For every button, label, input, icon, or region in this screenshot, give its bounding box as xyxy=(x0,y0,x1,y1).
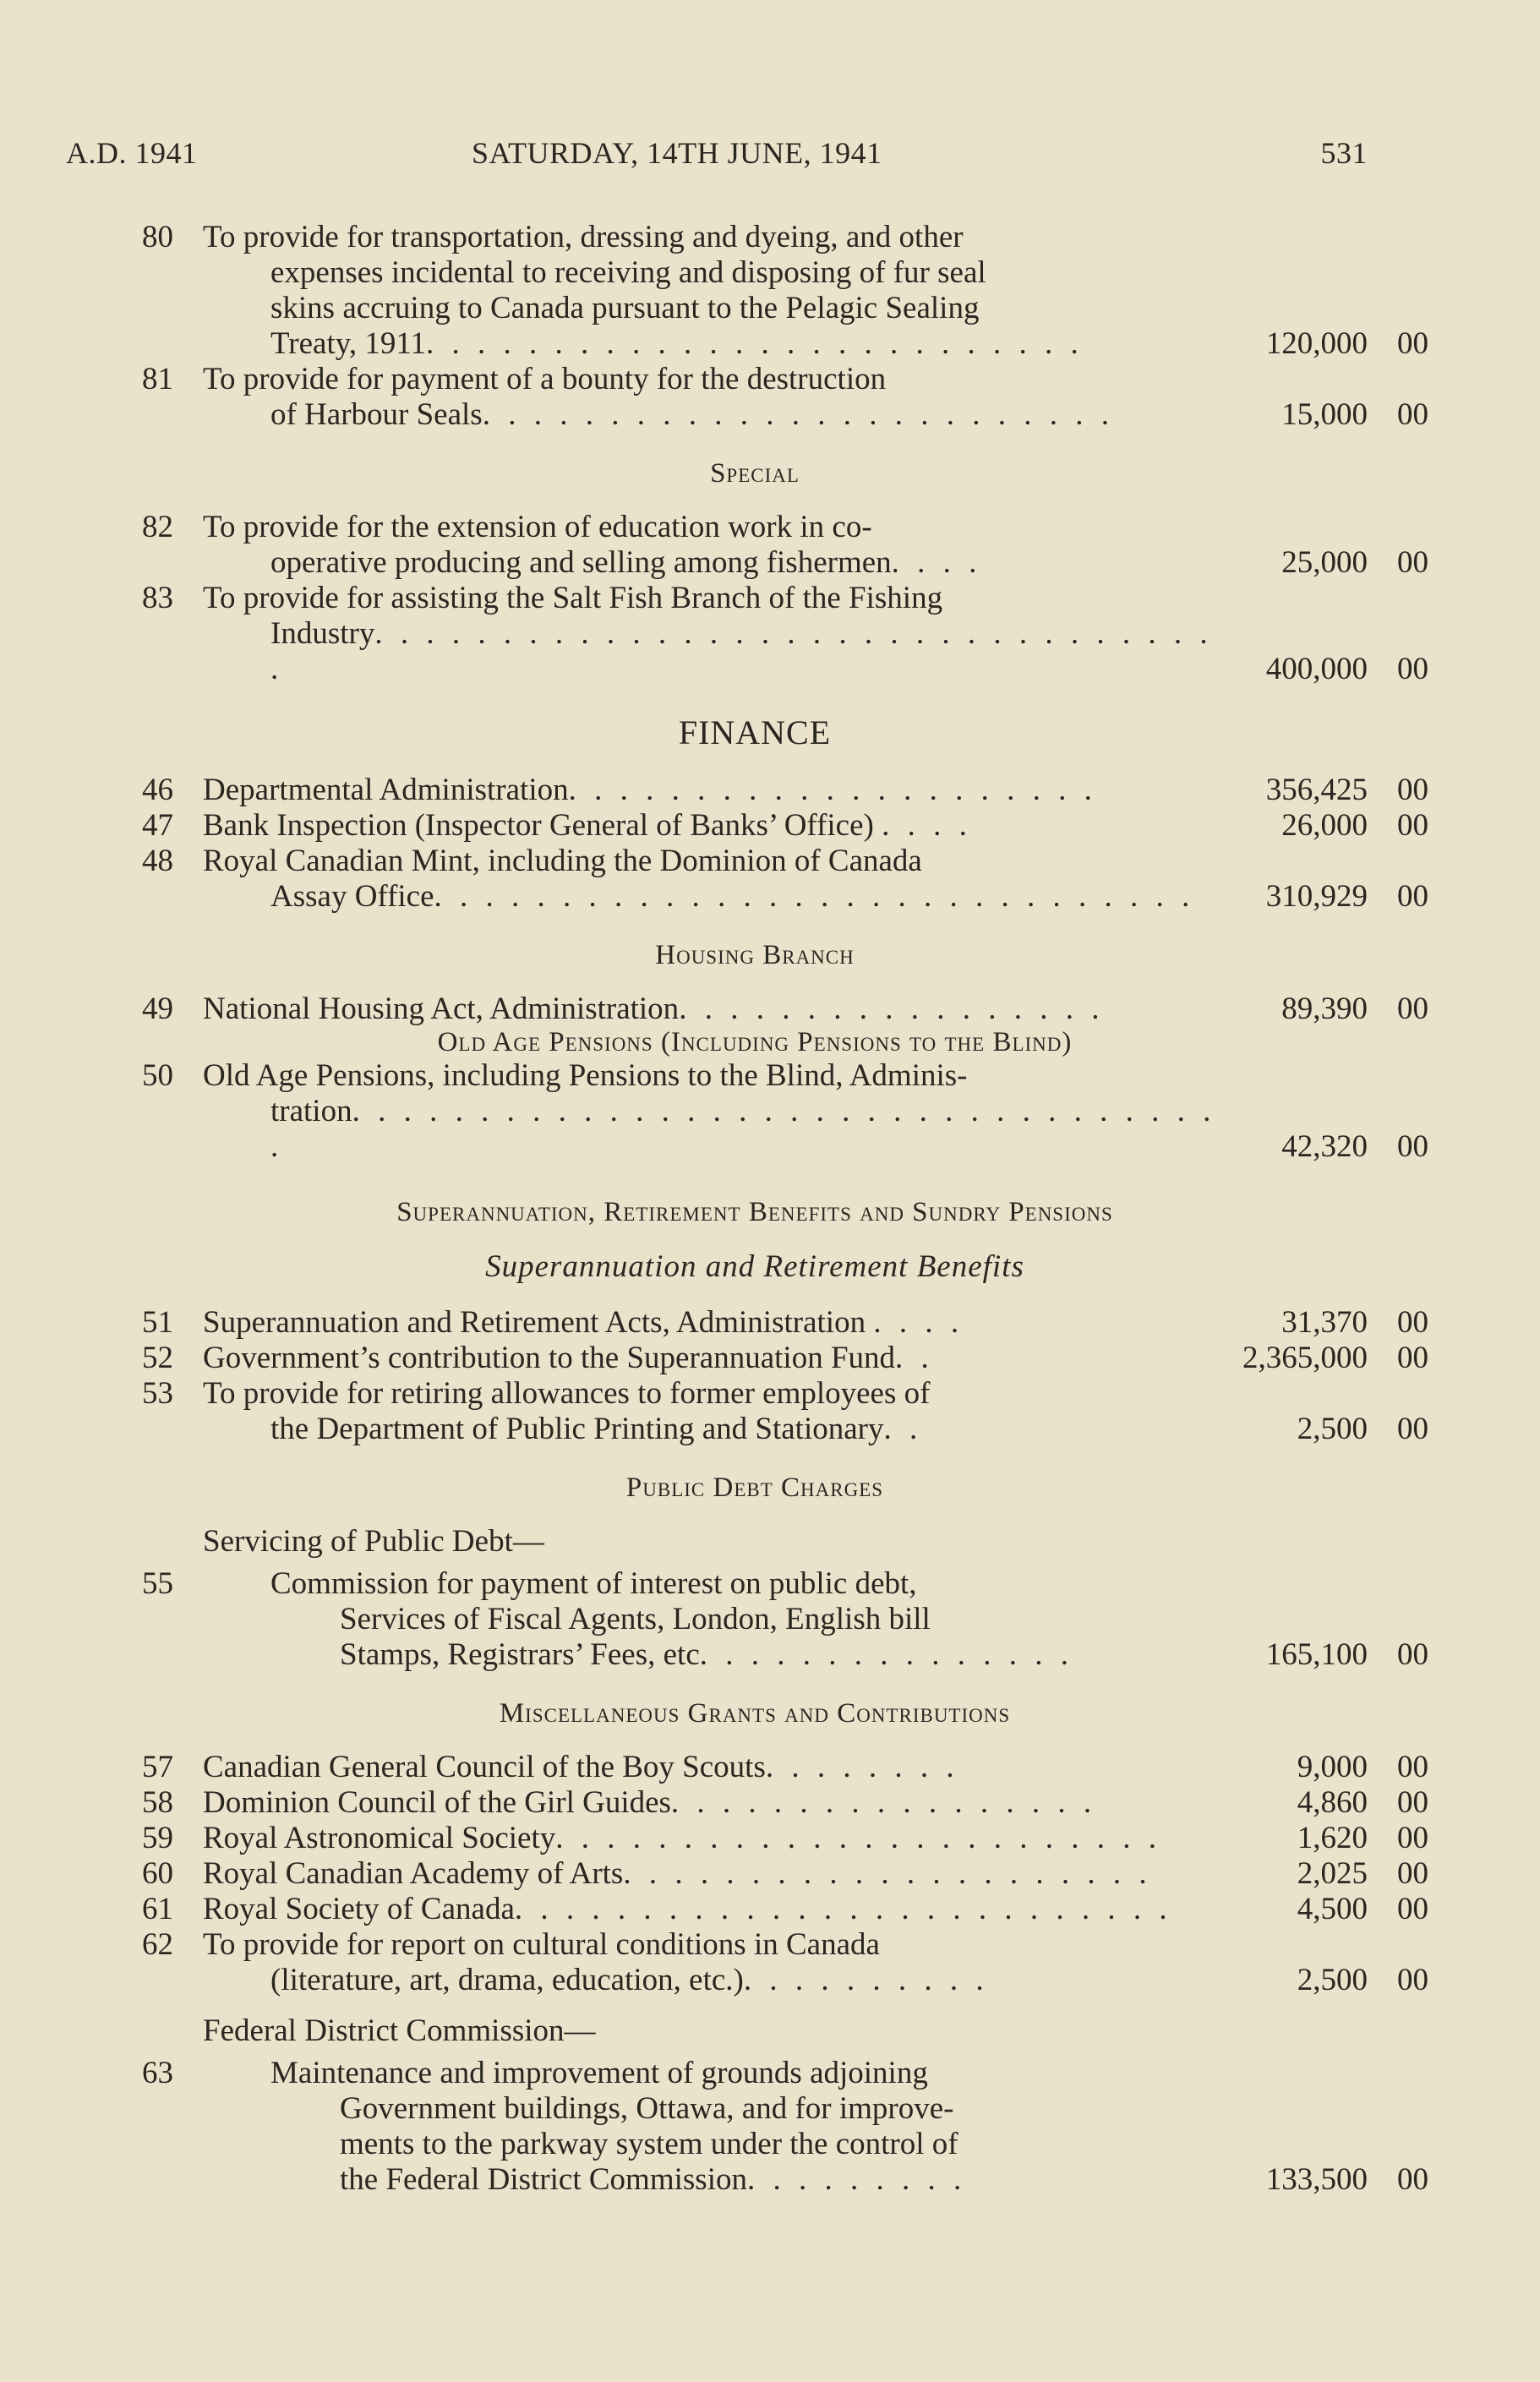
desc-line: Assay Office xyxy=(270,879,434,914)
entry-51 xyxy=(142,1305,1428,1341)
item-number: 48 xyxy=(142,844,173,878)
section-heading-old-age: Old Age Pensions (Including Pensions to the Blind) xyxy=(437,1027,1073,1057)
item-number: 57 xyxy=(142,1750,173,1784)
running-header xyxy=(66,135,1368,178)
item-amount: 356,425 xyxy=(1265,773,1368,807)
section-heading-superannuation: Superannuation, Retirement Benefits and Sundry Pensions xyxy=(396,1197,1113,1227)
entry-46 xyxy=(142,773,1428,808)
item-number: 55 xyxy=(142,1566,173,1601)
item-amount: 9,000 xyxy=(1297,1750,1368,1784)
desc-line: Commission for payment of interest on public debt, xyxy=(270,1566,917,1601)
desc-line: To provide for assisting the Salt Fish Branch of the Fishing xyxy=(203,581,943,615)
leader-dots: . . . . xyxy=(873,1305,964,1340)
item-description xyxy=(203,1856,1217,1892)
estimates-list xyxy=(142,220,1428,2198)
desc-line: Superannuation and Retirement Acts, Administration xyxy=(203,1305,866,1340)
item-description xyxy=(203,1750,1217,1785)
desc-line: Old Age Pensions, including Pensions to the Blind, Adminis- xyxy=(203,1058,968,1093)
item-amount: 42,320 xyxy=(1281,1129,1368,1164)
item-cents: 00 xyxy=(1397,1637,1428,1672)
desc-line: tration xyxy=(270,1094,352,1128)
item-description xyxy=(203,992,1217,1027)
desc-line: Stamps, Registrars’ Fees, etc xyxy=(340,1637,700,1672)
leader-dots: . . . . xyxy=(882,808,972,843)
desc-line: Royal Canadian Academy of Arts xyxy=(203,1856,624,1891)
section-heading-public-debt: Public Debt Charges xyxy=(625,1472,884,1503)
item-description xyxy=(203,1058,1217,1165)
entry-48 xyxy=(142,844,1428,915)
item-description xyxy=(203,2056,1217,2198)
item-amount: 4,500 xyxy=(1297,1892,1368,1926)
item-cents: 00 xyxy=(1397,1305,1428,1340)
item-amount: 1,620 xyxy=(1297,1821,1368,1855)
section-heading-special: Special xyxy=(710,458,800,489)
entry-80 xyxy=(142,220,1428,362)
item-cents: 00 xyxy=(1397,1821,1428,1855)
desc-line: Bank Inspection (Inspector General of Banks’ Office) xyxy=(203,808,874,843)
leader-dots: . . . . . . . . . . . . . . . . . . . . . . . . . xyxy=(482,397,1114,432)
leader-dots: . . . . . . . . . . . . . . . . . . . . . . . . . . . . . . xyxy=(434,879,1195,914)
item-cents: 00 xyxy=(1397,1412,1428,1446)
leader-dots: . . . . . . . . . . xyxy=(743,1963,989,1997)
entry-55 xyxy=(142,1566,1428,1673)
desc-line: Government buildings, Ottawa, and for improve- xyxy=(340,2091,954,2126)
item-amount: 2,025 xyxy=(1297,1856,1368,1891)
item-cents: 00 xyxy=(1397,326,1428,361)
entry-59 xyxy=(142,1821,1428,1856)
item-description xyxy=(203,1376,1217,1447)
leader-dots: . . . . . . . . . . . . . . . . . . . . . . . . . . xyxy=(514,1892,1172,1926)
desc-line: Departmental Administration xyxy=(203,773,569,807)
item-description xyxy=(203,1927,1217,1998)
leader-dots: . . . . . . . . . . . . . . . . . . . . . . . . . . . . . . . . . . . xyxy=(270,1094,1216,1164)
item-number: 60 xyxy=(142,1856,173,1891)
item-description xyxy=(203,1821,1217,1856)
entry-53 xyxy=(142,1376,1428,1447)
item-number: 58 xyxy=(142,1785,173,1820)
entry-82 xyxy=(142,510,1428,581)
item-number: 63 xyxy=(142,2056,173,2090)
desc-line: the Department of Public Printing and Stationary xyxy=(270,1412,884,1446)
desc-line: Government’s contribution to the Superannuation Fund xyxy=(203,1341,896,1375)
entry-63 xyxy=(142,2056,1428,2198)
item-cents: 00 xyxy=(1397,1750,1428,1784)
leader-dots: . . . . . . . . . . . . . . . xyxy=(699,1637,1074,1672)
label-federal-district-commission: Federal District Commission— xyxy=(203,2013,596,2048)
item-amount: 310,929 xyxy=(1265,879,1368,914)
section-subheading-superannuation: Superannuation and Retirement Benefits xyxy=(485,1249,1024,1284)
entry-58 xyxy=(142,1785,1428,1821)
leader-dots: . . . . . . . . . . . . . . . . . xyxy=(670,1785,1097,1820)
header-date: SATURDAY, 14TH JUNE, 1941 xyxy=(472,136,882,170)
item-cents: 00 xyxy=(1397,1341,1428,1375)
desc-line: Dominion Council of the Girl Guides xyxy=(203,1785,671,1820)
item-cents: 00 xyxy=(1397,397,1428,432)
item-number: 53 xyxy=(142,1376,173,1411)
section-heading-housing: Housing Branch xyxy=(655,940,855,970)
desc-line: Maintenance and improvement of grounds adjoining xyxy=(270,2056,928,2090)
desc-line: Royal Canadian Mint, including the Dominion of Canada xyxy=(203,844,922,878)
item-description xyxy=(203,808,1217,844)
entry-81 xyxy=(142,362,1428,433)
item-amount: 2,500 xyxy=(1297,1412,1368,1446)
desc-line: To provide for retiring allowances to former employees of xyxy=(203,1376,931,1411)
item-description xyxy=(203,1892,1217,1927)
item-number: 62 xyxy=(142,1927,173,1962)
desc-line: To provide for report on cultural conditions in Canada xyxy=(203,1927,880,1962)
desc-line: Treaty, 1911 xyxy=(270,326,426,361)
page-number: 531 xyxy=(1320,136,1368,170)
item-cents: 00 xyxy=(1397,879,1428,914)
entry-62 xyxy=(142,1927,1428,1998)
entry-47 xyxy=(142,808,1428,844)
item-amount: 89,390 xyxy=(1281,992,1368,1026)
item-amount: 15,000 xyxy=(1281,397,1368,432)
entry-57 xyxy=(142,1750,1428,1785)
label-servicing-public-debt: Servicing of Public Debt— xyxy=(203,1524,544,1559)
item-number: 49 xyxy=(142,992,173,1026)
desc-line: Royal Society of Canada xyxy=(203,1892,515,1926)
item-number: 83 xyxy=(142,581,173,615)
leader-dots: . . xyxy=(883,1412,923,1446)
item-number: 46 xyxy=(142,773,173,807)
leader-dots: . . . . xyxy=(891,545,982,580)
desc-line: To provide for payment of a bounty for the destruction xyxy=(203,362,887,396)
item-description xyxy=(203,362,1217,433)
item-cents: 00 xyxy=(1397,1129,1428,1164)
item-amount: 165,100 xyxy=(1265,1637,1368,1672)
desc-line: ments to the parkway system under the control of xyxy=(340,2127,958,2161)
item-number: 52 xyxy=(142,1341,173,1375)
item-cents: 00 xyxy=(1397,992,1428,1026)
entry-49 xyxy=(142,992,1428,1027)
item-amount: 400,000 xyxy=(1265,652,1368,686)
desc-line: To provide for transportation, dressing and dyeing, and other xyxy=(203,220,964,254)
item-number: 47 xyxy=(142,808,173,843)
item-number: 51 xyxy=(142,1305,173,1340)
leader-dots: . . . . . . . . . xyxy=(746,2162,967,2197)
item-description xyxy=(203,773,1217,808)
desc-line: of Harbour Seals xyxy=(270,397,483,432)
leader-dots: . . . . . . . . . . . . . . . . . . . . . xyxy=(623,1856,1152,1891)
item-description xyxy=(203,844,1217,915)
item-description xyxy=(203,1566,1217,1673)
item-number: 80 xyxy=(142,220,173,254)
desc-line: To provide for the extension of education work in co- xyxy=(203,510,872,544)
item-cents: 00 xyxy=(1397,808,1428,843)
item-number: 82 xyxy=(142,510,173,544)
item-description xyxy=(203,1341,1217,1376)
item-description xyxy=(203,510,1217,581)
leader-dots: . . . . . . . . . . . . . . . . . . . . . . . . xyxy=(555,1821,1161,1855)
entry-61 xyxy=(142,1892,1428,1927)
item-number: 59 xyxy=(142,1821,173,1855)
item-description xyxy=(203,581,1217,687)
item-amount: 2,500 xyxy=(1297,1963,1368,1997)
item-cents: 00 xyxy=(1397,1856,1428,1891)
item-description xyxy=(203,220,1217,362)
item-amount: 4,860 xyxy=(1297,1785,1368,1820)
section-heading-misc: Miscellaneous Grants and Contributions xyxy=(499,1698,1011,1729)
entry-60 xyxy=(142,1856,1428,1892)
item-cents: 00 xyxy=(1397,652,1428,686)
leader-dots: . . . . . . . . . . . . . . . . . . . . . . . . . . xyxy=(425,326,1084,361)
entry-52 xyxy=(142,1341,1428,1376)
desc-line: skins accruing to Canada pursuant to the Pelagic Sealing xyxy=(270,291,980,325)
item-description xyxy=(203,1785,1217,1821)
item-cents: 00 xyxy=(1397,1963,1428,1997)
leader-dots: . . xyxy=(895,1341,934,1375)
item-amount: 2,365,000 xyxy=(1242,1341,1368,1375)
header-year: A.D. 1941 xyxy=(66,136,198,170)
item-number: 50 xyxy=(142,1058,173,1093)
desc-line: Industry xyxy=(270,616,375,651)
desc-line: operative producing and selling among fishermen xyxy=(270,545,892,580)
item-amount: 25,000 xyxy=(1281,545,1368,580)
desc-line: Canadian General Council of the Boy Scouts xyxy=(203,1750,766,1784)
section-heading-finance: FINANCE xyxy=(678,713,832,751)
desc-line: the Federal District Commission xyxy=(340,2162,747,2197)
item-number: 81 xyxy=(142,362,173,396)
item-amount: 120,000 xyxy=(1265,326,1368,361)
leader-dots: . . . . . . . . xyxy=(765,1750,959,1784)
item-cents: 00 xyxy=(1397,773,1428,807)
desc-line: National Housing Act, Administration xyxy=(203,992,680,1026)
leader-dots: . . . . . . . . . . . . . . . . . . . . . xyxy=(568,773,1097,807)
item-description xyxy=(203,1305,1217,1341)
item-cents: 00 xyxy=(1397,1892,1428,1926)
item-cents: 00 xyxy=(1397,2162,1428,2197)
item-amount: 133,500 xyxy=(1265,2162,1368,2197)
desc-line: expenses incidental to receiving and disposing of fur seal xyxy=(270,255,986,290)
item-cents: 00 xyxy=(1397,1785,1428,1820)
entry-83 xyxy=(142,581,1428,687)
desc-line: (literature, art, drama, education, etc.) xyxy=(270,1963,744,1997)
entry-50 xyxy=(142,1058,1428,1165)
item-amount: 31,370 xyxy=(1281,1305,1368,1340)
desc-line: Services of Fiscal Agents, London, English bill xyxy=(340,1602,931,1636)
desc-line: Royal Astronomical Society xyxy=(203,1821,556,1855)
item-cents: 00 xyxy=(1397,545,1428,580)
leader-dots: . . . . . . . . . . . . . . . . . . . . . . . . . . . . . . . . . . xyxy=(270,616,1213,686)
item-amount: 26,000 xyxy=(1281,808,1368,843)
item-number: 61 xyxy=(142,1892,173,1926)
leader-dots: . . . . . . . . . . . . . . . . . xyxy=(679,992,1105,1026)
